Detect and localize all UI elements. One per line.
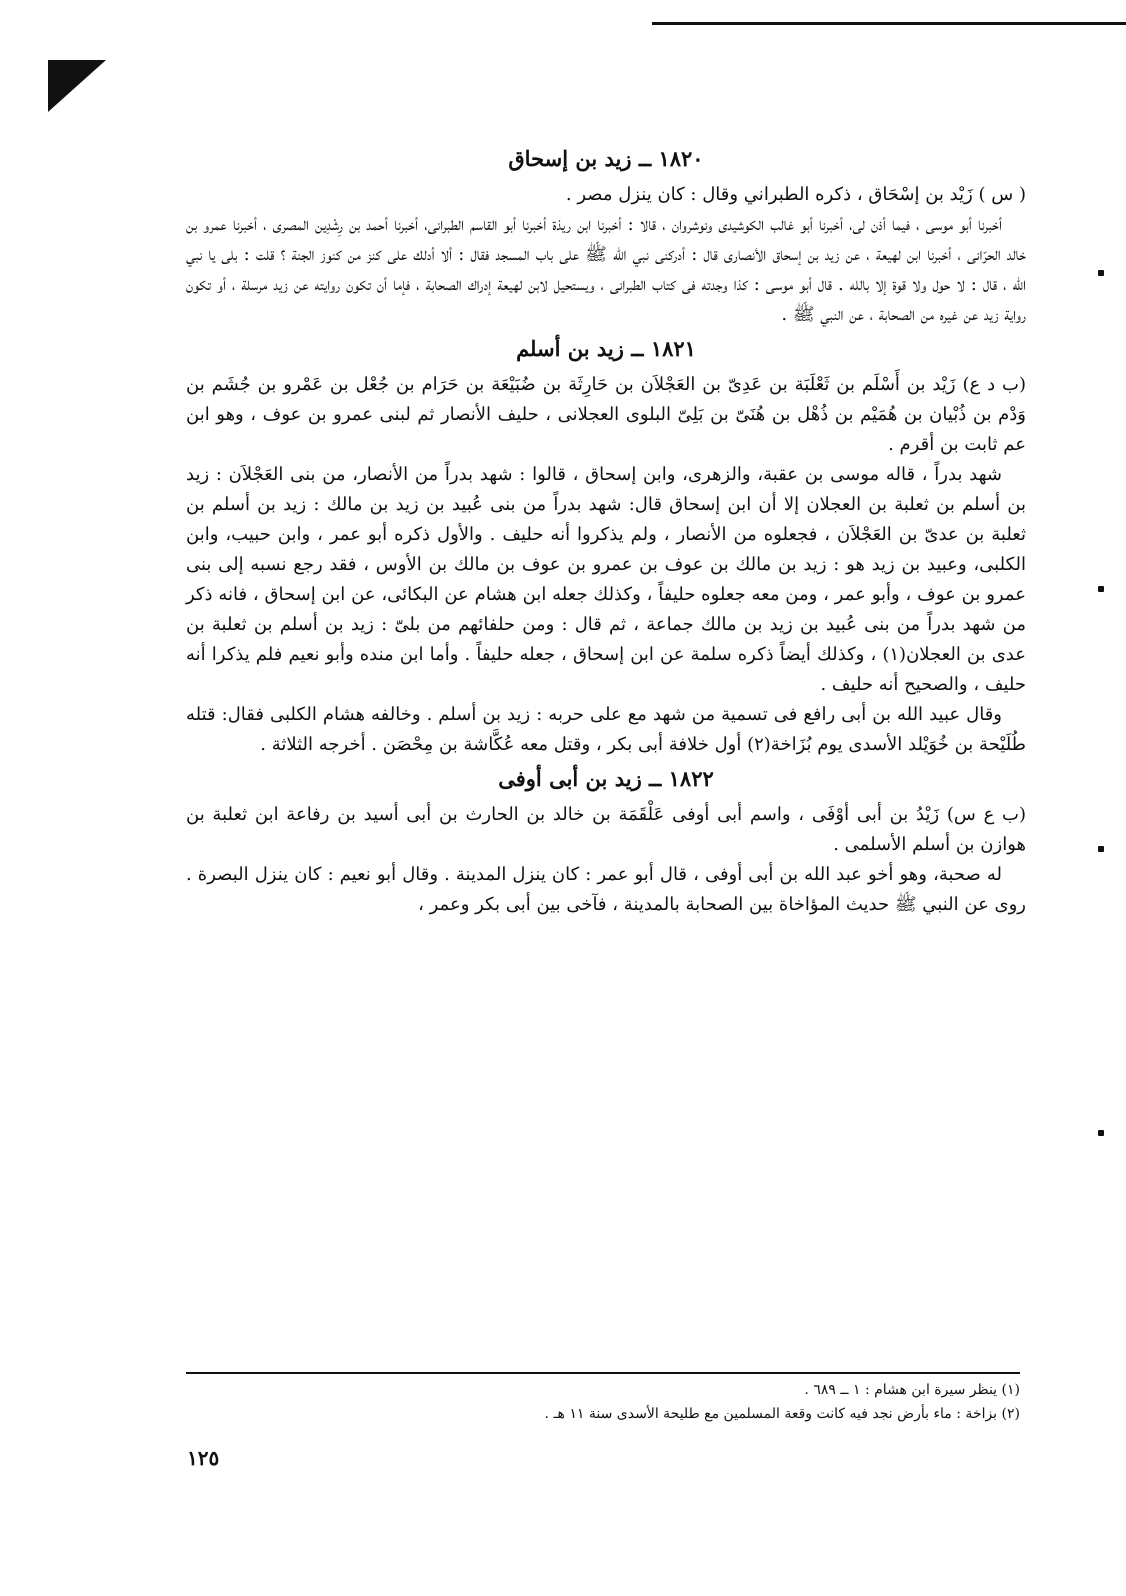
page-body	[186, 140, 1026, 920]
footnote: (١) ينظر سيرة ابن هشام : ١ ــ ٦٨٩ .	[804, 1382, 1020, 1398]
margin-dot	[1098, 1130, 1104, 1136]
entry-1822	[186, 762, 1026, 920]
margin-dot	[1098, 846, 1104, 852]
page-number: ١٢٥	[187, 1446, 220, 1470]
entry-heading: ١٨٢٠ ــ زيد بن إسحاق	[508, 146, 704, 171]
margin-dot	[1098, 586, 1104, 592]
footnotes	[186, 1378, 1020, 1426]
margin-dot	[1098, 270, 1104, 276]
entry-paragraph: وقال عبيد الله بن أبى رافع فى تسمية من شهد مع على حربه : زيد بن أسلم . وخالفه هشام الكلبى فقال: قتله طُلَيْحة بن خُوَيْلد الأسدى يوم بُزَاخة(٢) أول خلافة أبى بكر ، وقتل معه عُكَّاشة بن مِحْصَن . أخرجه الثلاثة .	[186, 704, 1026, 755]
entry-heading: ١٨٢٢ ــ زيد بن أبى أوفى	[498, 766, 714, 791]
footnote-rule	[186, 1372, 1020, 1374]
entry-paragraph: (ب ع س) زَيْدُ بن أبى أوْفَى ، واسم أبى أوفى عَلْقَمَة بن خالد بن الحارث بن أبى أسيد بن رفاعة ابن ثعلبة بن هوازن بن أسلم الأسلمى .	[186, 804, 1026, 855]
entry-paragraph: شهد بدراً ، قاله موسى بن عقبة، والزهرى، وابن إسحاق ، قالوا : شهد بدراً من الأنصار، من بنى العَجْلاَن : زيد بن أسلم بن ثعلبة بن العجلان إلا أن ابن إسحاق قال: شهد بدراً من بنى عُبيد بن زيد بن مالك : زيد بن أسلم بن ثعلبة بن عدىّ بن العَجْلاَن ، فجعلوه من الأنصار ، ولم يذكروا أنه حليف . والأول ذكره أبو عمر ، وابن حبيب، وابن الكلبى، وعبيد بن زيد هو : زيد بن مالك بن عوف بن عمرو بن عوف بن مالك بن الأوس ، فقد رجع نسبه إلى بنى عمرو بن عوف ، وأبو عمر ، ومن معه جعلوه حليفاً ، وكذلك جعله ابن هشام عن البكائى، عن ابن إسحاق ، فانه ذكر من شهد بدراً من بنى عُبيد بن زيد بن مالك جماعة ، ثم قال : ومن حلفائهم من بلىّ : زيد بن أسلم بن ثعلبة بن عدى بن العجلان(١) ، وكذلك أيضاً ذكره سلمة عن ابن إسحاق ، جعله حليفاً . وأما ابن منده وأبو نعيم فلم يذكرا أنه حليف ، والصحيح أنه حليف .	[186, 464, 1026, 695]
entry-1820	[186, 142, 1026, 330]
entry-paragraph: (ب د ع) زَيْد بن أَسْلَم بن ثَعْلَبَة بن عَدِىّ بن العَجْلاَن بن حَارِثَة بن ضُبَيْعَة بن حَرَام بن جُعْل بن عَمْرو بن جُشَم بن وَدْم بن ذُبْيان بن هُمَيْم بن ذُهْل بن هُنَىّ بن بَلِىّ البلوى العجلانى ، حليف الأنصار ثم لبنى عمرو بن عوف ، وهو ابن عم ثابت بن أقرم .	[186, 374, 1026, 455]
corner-mark	[48, 60, 106, 112]
entry-1821	[186, 332, 1026, 760]
entry-heading: ١٨٢١ ــ زيد بن أسلم	[516, 336, 696, 361]
entry-paragraph: له صحبة، وهو أخو عبد الله بن أبى أوفى ، قال أبو عمر : كان ينزل المدينة . وقال أبو نعيم : كان ينزل البصرة . روى عن النبي ﷺ حديث المؤاخاة بين الصحابة بالمدينة ، فآخى بين أبى بكر وعمر ،	[186, 864, 1026, 915]
entry-paragraph: ( س ) زَيْد بن إسْحَاق ، ذكره الطبراني وقال : كان ينزل مصر .	[565, 184, 1026, 205]
top-rule	[652, 22, 1126, 25]
footnote: (٢) بزاخة : ماء بأرض نجد فيه كانت وقعة المسلمين مع طليحة الأسدى سنة ١١ هـ .	[544, 1406, 1020, 1422]
entry-paragraph: أخبرنا أبو موسى ، فيما أذن لى، أخبرنا أبو غالب الكوشيدى ونوشروان ، قالا : أخبرنا ابن ريذة أخبرنا أبو القاسم الطبرانى، أخبرنا أحمد بن رِشْدِين المصرى ، أخبرنا عمرو بن خالد الحرّانى ، أخبرنا ابن لهيعة ، عن زيد بن إسحاق الأنصارى قال : أدركنى نبي الله ﷺ على باب المسجد فقال : ألا أدلك على كنز من كنوز الجنة ؟ قلت : بلى يا نبي الله ، قال : لا حول ولا قوة إلا بالله . قال أبو موسى : كذا وجدته فى كتاب الطبرانى ، ويستحيل لابن لهيعة إدراك الصحابة ، فإما أن تكون روايته عن زيد مرسلة ، أو تكون رواية زيد عن غيره من الصحابة ، عن النبي ﷺ .	[186, 214, 1026, 325]
